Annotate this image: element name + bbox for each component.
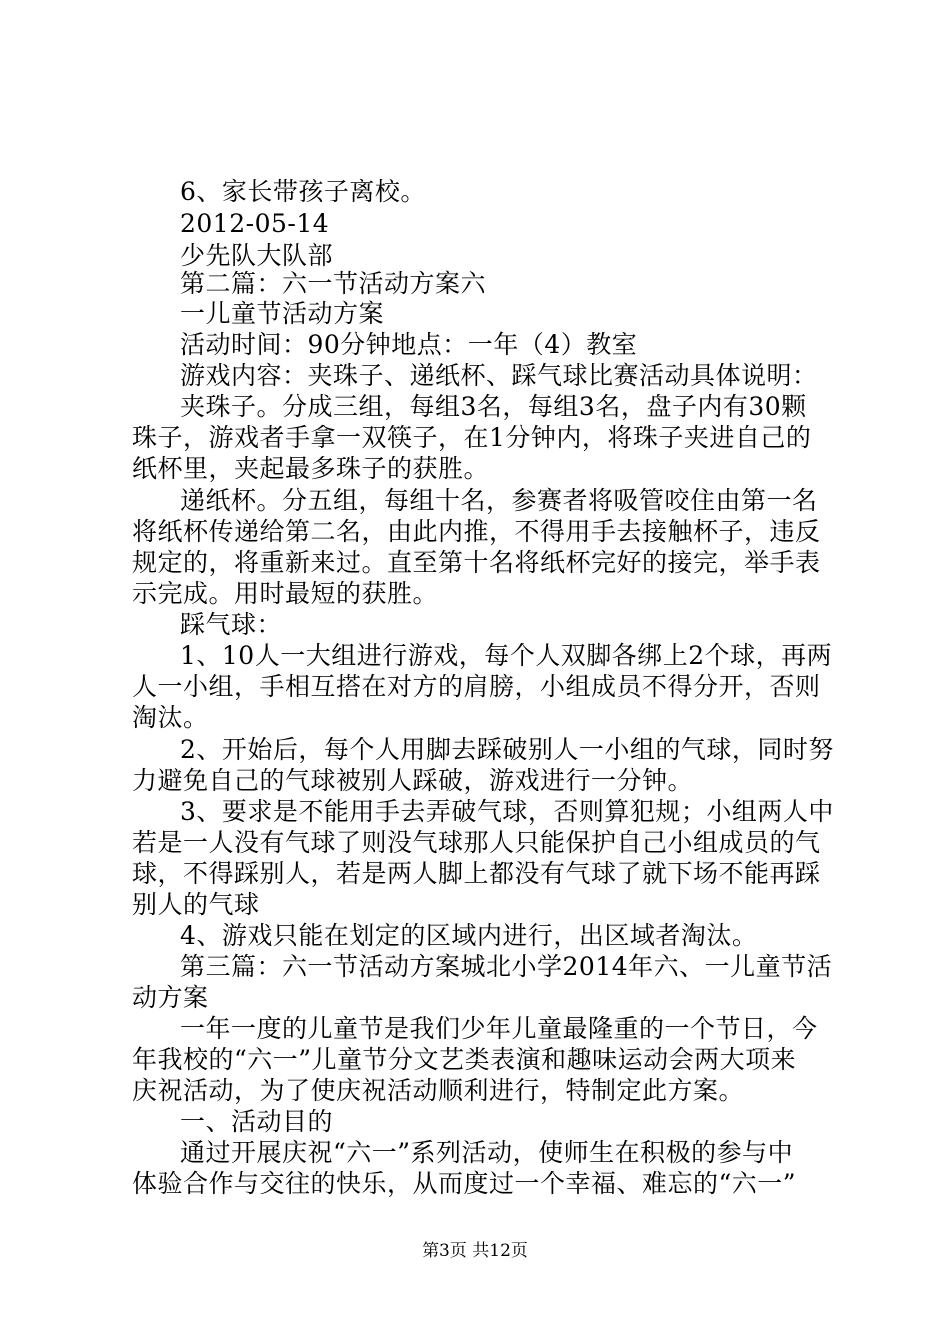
text-line: 1、10人一大组进行游戏，每个人双脚各绑上2个球，再两 xyxy=(180,641,833,670)
text-line: 球，不得踩别人，若是两人脚上都没有气球了就下场不能再踩 xyxy=(132,859,821,888)
text-line: 一儿童节活动方案 xyxy=(180,299,385,328)
text-line: 力避免自己的气球被别人踩破，游戏进行一分钟。 xyxy=(132,766,694,795)
text-line: 3、要求是不能用手去弄破气球，否则算犯规；小组两人中 xyxy=(180,797,834,826)
text-line: 示完成。用时最短的获胜。 xyxy=(132,579,439,608)
text-line: 一、活动目的 xyxy=(180,1107,334,1136)
text-line: 夹珠子。分成三组，每组3名，每组3名，盘子内有30颗 xyxy=(180,392,807,421)
text-line: 2012-05-14 xyxy=(180,209,330,238)
text-line: 6、家长带孩子离校。 xyxy=(180,177,426,206)
text-line: 纸杯里，夹起最多珠子的获胜。 xyxy=(132,454,490,483)
text-line: 庆祝活动，为了使庆祝活动顺利进行，特制定此方案。 xyxy=(132,1076,745,1105)
text-line: 别人的气球 xyxy=(132,890,260,919)
text-line: 递纸杯。分五组，每组十名，参赛者将吸管咬住由第一名 xyxy=(180,486,818,515)
text-line: 淘汰。 xyxy=(132,703,209,732)
text-line: 4、游戏只能在划定的区域内进行，出区域者淘汰。 xyxy=(180,921,758,950)
section-heading-cont: 动方案 xyxy=(132,983,209,1012)
text-line: 体验合作与交往的快乐，从而度过一个幸福、难忘的“六一” xyxy=(132,1169,797,1198)
text-line: 活动时间：90分钟地点：一年（4）教室 xyxy=(180,330,638,359)
section-heading: 第二篇：六一节活动方案六 xyxy=(180,269,487,298)
section-heading: 第三篇：六一节活动方案城北小学2014年六、一儿童节活 xyxy=(180,952,833,981)
text-line: 年我校的“六一”儿童节分文艺类表演和趣味运动会两大项来 xyxy=(132,1045,797,1074)
text-line: 通过开展庆祝“六一”系列活动，使师生在积极的参与中 xyxy=(180,1138,794,1167)
text-line: 少先队大队部 xyxy=(180,241,334,270)
text-line: 规定的，将重新来过。直至第十名将纸杯完好的接完，举手表 xyxy=(132,548,821,577)
text-line: 将纸杯传递给第二名，由此内推，不得用手去接触杯子，违反 xyxy=(132,517,821,546)
text-line: 若是一人没有气球了则没气球那人只能保护自己小组成员的气 xyxy=(132,828,821,857)
text-line: 珠子，游戏者手拿一双筷子，在1分钟内，将珠子夹进自己的 xyxy=(132,423,812,452)
text-line: 一年一度的儿童节是我们少年儿童最隆重的一个节日，今 xyxy=(180,1014,818,1043)
page-number-footer: 第3页 共12页 xyxy=(422,1241,528,1261)
text-line: 人一小组，手相互搭在对方的肩膀，小组成员不得分开，否则 xyxy=(132,672,821,701)
text-line: 踩气球： xyxy=(180,610,283,639)
text-line: 游戏内容：夹珠子、递纸杯、踩气球比赛活动具体说明： xyxy=(180,361,818,390)
text-line: 2、开始后，每个人用脚去踩破别人一小组的气球，同时努 xyxy=(180,735,834,764)
